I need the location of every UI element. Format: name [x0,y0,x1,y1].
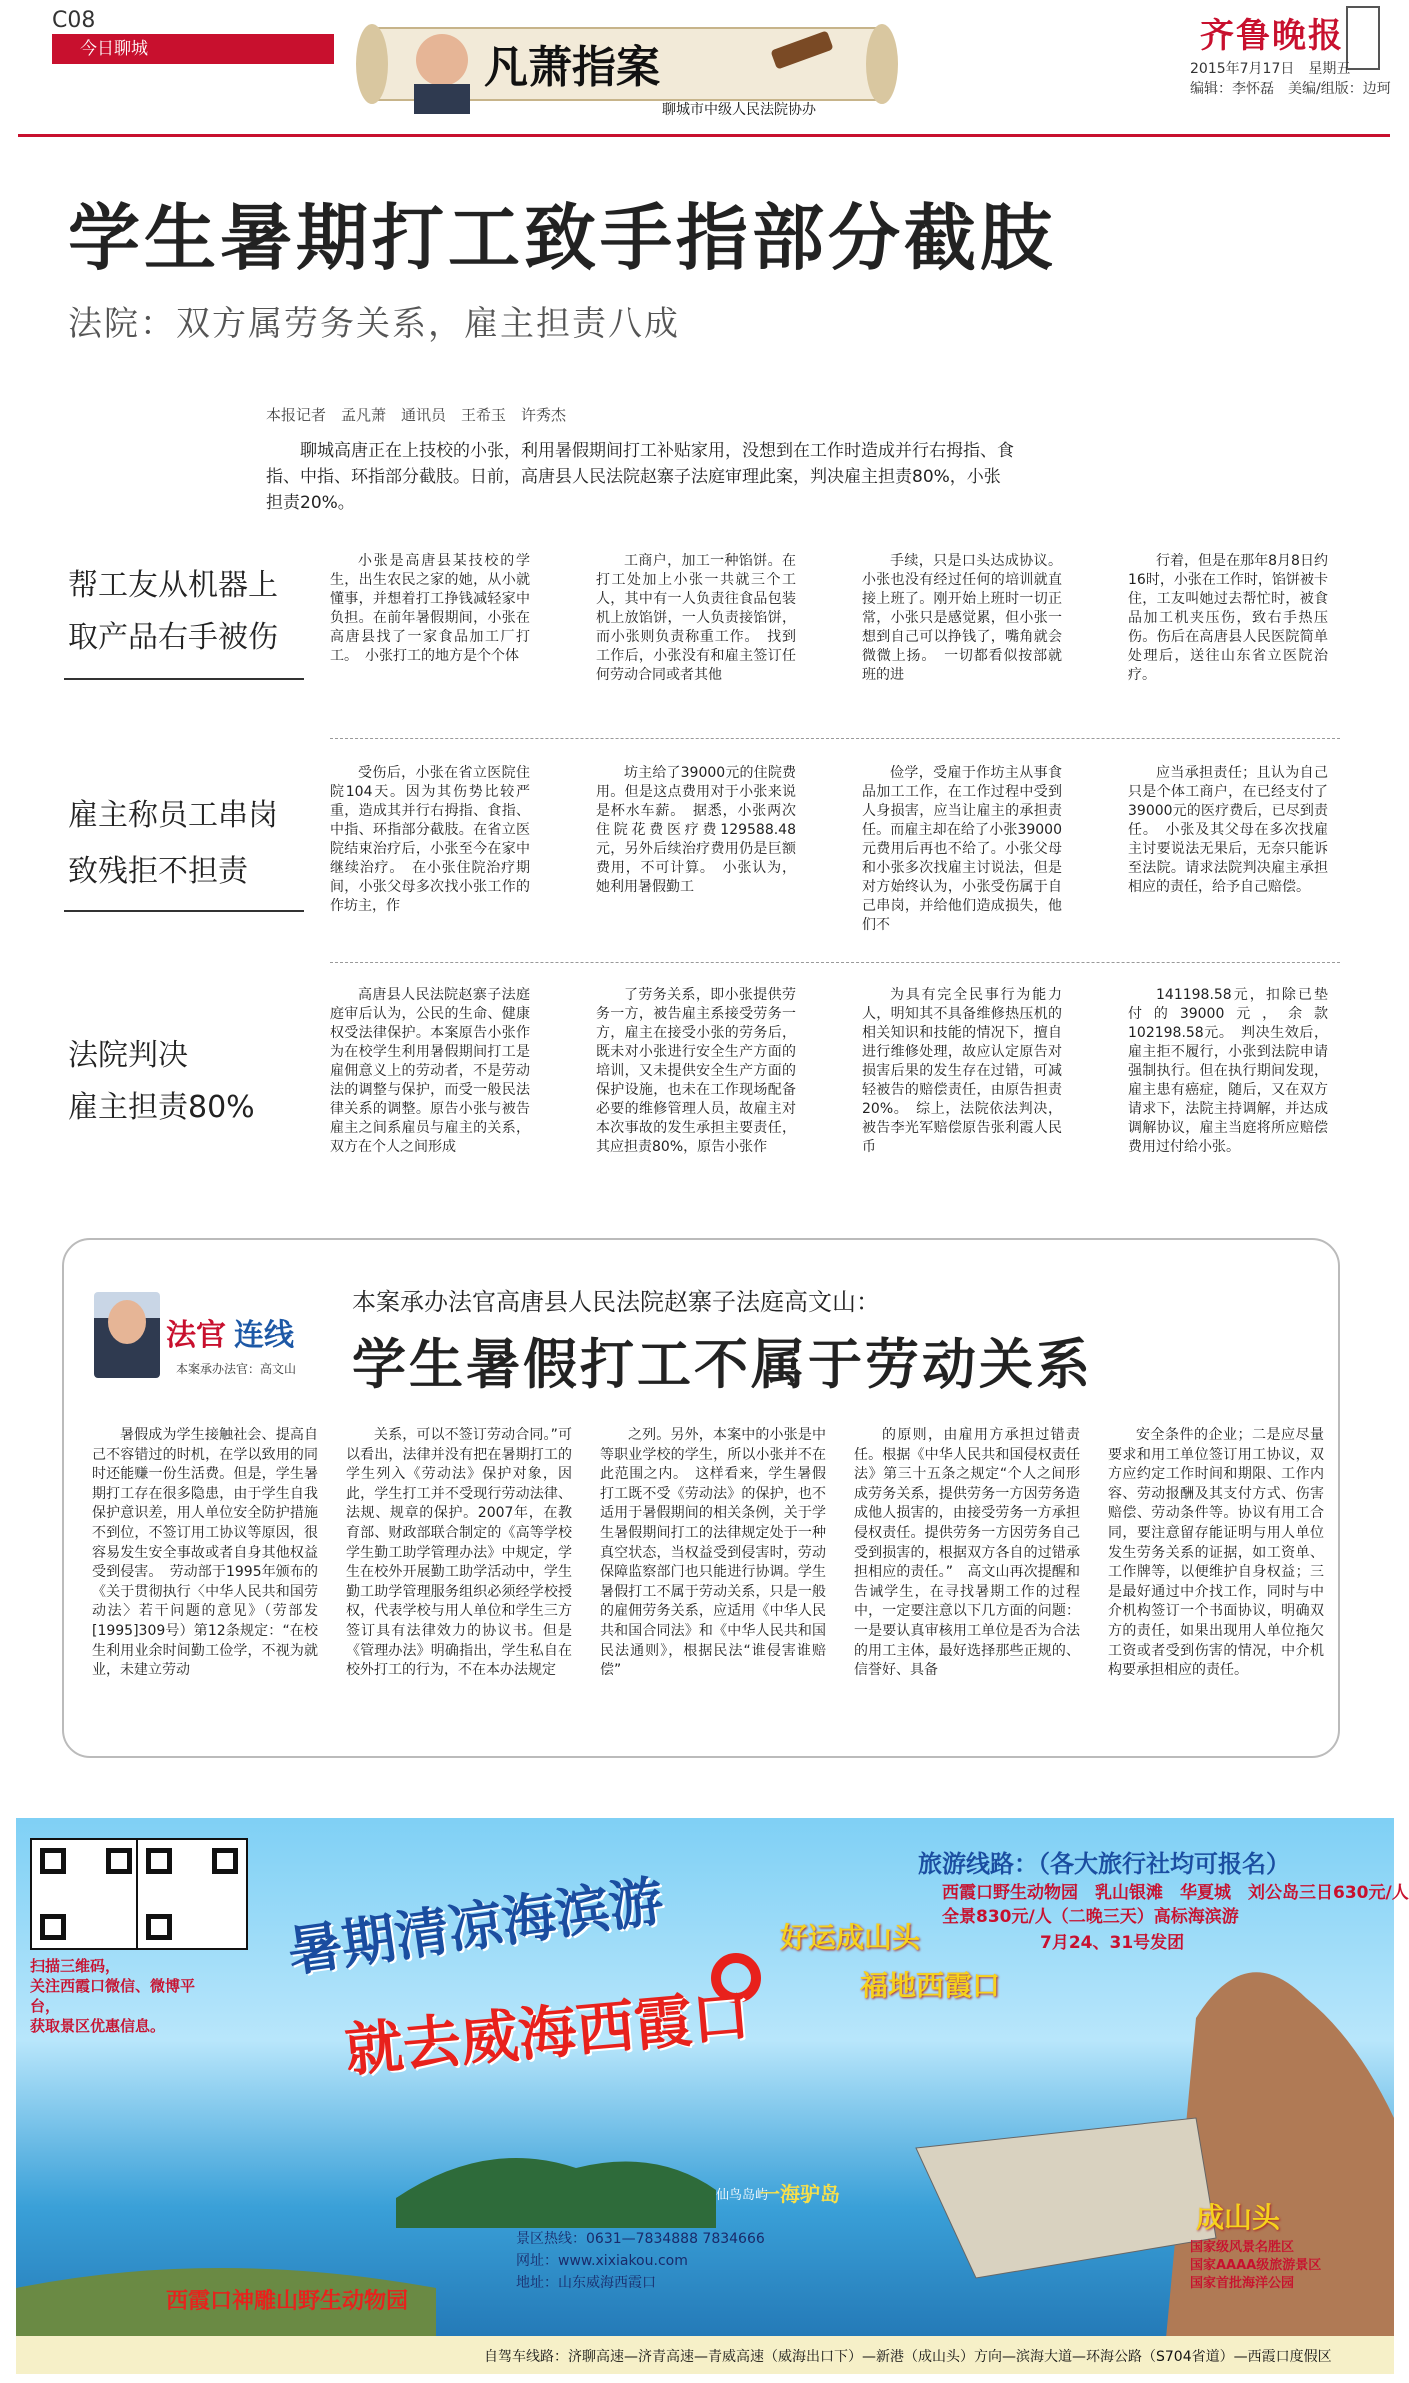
section-1-rule [64,678,304,680]
section-tag: 今日聊城 [52,34,334,64]
chengshan-label: 成山头 [1196,2201,1281,2234]
column-name: 凡萧指案 [484,42,660,93]
column-sub: 聊城市中级人民法院协办 [662,102,816,118]
section-divider [330,738,1340,739]
judge-col-1: 暑假成为学生接触社会、提高自己不容错过的时机，在学以致用的同时还能赚一份生活费。但是，学生暑期打工存在很多隐患，由于学生自我保护意识差，用人单位安全防护措施不到位，不签订用工协议等原因，很容易发生安全事故或者自身其他权益受到侵害。 劳动部于1995年颁布的《关于贯彻执行〈中华人民共和国劳动法〉若干问题的意见》（劳部发[1995]309号）第12条规定：“在校生利用业余时间勤工俭学，不视为就业，未建立劳动 [92,1427,318,1679]
chengshan-tag: 国家首批海洋公园 [1190,2276,1295,2291]
ad-website[interactable]: 网址：www.xixiakou.com [516,2253,688,2269]
section-1-col-3: 手续，只是口头达成协议。小张也没有经过任何的培训就直接上班了。刚开始上班时一切正常，小张只是感觉累，但小张一想到自己可以挣钱了，嘴角就会微微上扬。 一切都看似按部就班的进 [862,553,1062,683]
judge-col-4: 的原则，由雇用方承担过错责任。根据《中华人民共和国侵权责任法》第三十五条之规定“个人之间形成劳务关系，提供劳务一方因劳务造成他人损害的，由接受劳务一方承担侵权责任。提供劳务一方因劳务自己受到损害的，根据双方各自的过错承担相应的责任。” 高文山再次提醒和告诫学生，在寻找暑期工作的过程中，一定要注意以下几方面的问题：一是要认真审核用工单位是否为合法的用工主体，最好选择那些正规的、信誉好、具备 [854,1427,1080,1679]
section-1-col-1: 小张是高唐县某技校的学生，出生农民之家的她，从小就懂事，并想着打工挣钱减轻家中负担。在前年暑假期间，小张在高唐县找了一家食品加工厂打工。 小张打工的地方是个个体 [330,553,530,664]
zoo-name: 西霞口神雕山野生动物园 [166,2289,409,2314]
section-3-col-1: 高唐县人民法院赵寨子法庭庭审后认为，公民的生命、健康权受法律保护。本案原告小张作为在校学生利用暑假期间打工是雇佣意义上的劳动者，不是劳动法的调整与保护，而受一般民法律关系的调整。原告小张与被告雇主之间系雇员与雇主的关系，双方在个人之间形成 [330,987,530,1155]
section-2-col-4: 应当承担责任；且认为自己只是个体工商户，在已经支付了39000元的医疗费后，已尽到责任。 小张及其父母在多次找雇主讨要说法无果后，无奈只能诉至法院。请求法院判决雇主承担相应的责任，给予自己赔偿。 [1128,765,1328,895]
issue-date: 2015年7月17日 星期五 [1190,61,1351,77]
chengshan-tag: 国家AAAA级旅游景区 [1190,2258,1322,2273]
chengshan-tag: 国家级风景名胜区 [1190,2240,1295,2255]
article-subtitle: 法院：双方属劳务关系，雇主担责八成 [68,304,680,344]
qr-code-wechat[interactable] [30,1838,142,1950]
article-title: 学生暑期打工致手指部分截肢 [68,196,1057,280]
ad-hotline: 景区热线：0631—7834888 7834666 [516,2231,765,2247]
header-divider [18,134,1390,137]
island-name: 一海驴岛 [760,2182,840,2206]
section-2-col-2: 坊主给了39000元的住院费用。但是这点费用对于小张来说是杯水车薪。 据悉，小张两次住院花费医疗费129588.48元，另外后续治疗费用仍是巨额费用，不可计算。 小张认为，她利用暑假勤工 [596,765,796,895]
section-1-col-2: 工商户，加工一种馅饼。在打工处加上小张一共就三个工人，其中有一人负责往食品包装机上放馅饼，一人负责接馅饼，而小张则负责称重工作。 找到工作后，小张没有和雇主签订任何劳动合同或者其他 [596,553,796,683]
newspaper-brand: 齐鲁晚报 [1200,16,1344,56]
qr-code-weibo[interactable] [136,1838,248,1950]
route-line: 全景830元/人（二晚三天）高标海滨游 [942,1907,1239,1927]
editor-credits: 编辑：李怀磊 美编/组版：边珂 [1190,81,1391,97]
section-2-col-1: 受伤后，小张在省立医院住院104天。因为其伤势比较严重，造成其并行右拇指、食指、中指、环指部分截肢。在省立医院结束治疗后，小张至今在家中继续治疗。 在小张住院治疗期间，小张父母多次找小张工作的作坊主，作 [330,765,530,914]
section-3-col-3: 为具有完全民事行为能力人，明知其不具备维修热压机的相关知识和技能的情况下，擅自进行维修处理，故应认定原告对损害后果的发生存在过错，可减轻被告的赔偿责任，由原告担责20%。 综上，法院依法判决，被告李光军赔偿原告张利霞人民币 [862,987,1062,1155]
section-3-heading-line1: 法院判决 [68,1038,188,1073]
judge-badge-part-a: 法官 [166,1318,226,1353]
section-3-col-4: 141198.58元，扣除已垫付的39000元，余款102198.58元。 判决生效后，雇主拒不履行，小张到法院申请强制执行。但在执行期间发现，雇主患有癌症，随后，又在双方请求下，法院主持调解，并达成调解协议，雇主当庭将所应赔偿费用过付给小张。 [1128,987,1328,1155]
ad-headline-2: 就去威海西霞口 [342,1981,753,2085]
qr-text-line: 扫描三维码， [30,1957,121,1975]
judge-face-icon [108,1300,146,1344]
judge-avatar-icon [416,34,468,86]
section-divider [330,962,1340,963]
island-shape [396,2158,716,2228]
section-2-rule [64,910,304,912]
column-banner [332,4,922,132]
ad-contact [516,2228,765,2294]
section-1-heading-line2: 取产品右手被伤 [68,620,278,655]
island-caption: 仙鸟岛屿 [716,2188,769,2203]
judge-caption: 本案承办法官：高文山 [176,1362,297,1376]
section-3-col-2: 了劳务关系，即小张提供劳务一方，被告雇主系接受劳务一方，雇主在接受小张的劳务后，既未对小张进行安全生产方面的培训，又未提供安全生产方面的保护设施，也未在工作现场配备必要的维修管理人员，故雇主对本次事故的发生承担主要责任，其应担责80%，原告小张作 [596,987,796,1155]
ad-headline-1: 暑期清凉海滨游 [284,1868,668,1984]
brand-frame [1346,6,1380,70]
route-line: 西霞口野生动物园 乳山银滩 华夏城 刘公岛三日630元/人 [942,1883,1409,1903]
ad-address: 地址：山东威海西霞口 [516,2275,656,2291]
judge-title: 学生暑假打工不属于劳动关系 [352,1333,1093,1396]
route-label: 旅游线路：（各大旅行社均可报名） [918,1850,1290,1878]
route-dates: 7月24、31号发团 [1040,1933,1185,1953]
judge-col-3: 之列。另外，本案中的小张是中等职业学校的学生，所以小张并不在此范围之内。 这样看来，学生暑假打工既不受《劳动法》的保护，也不适用于暑假期间的相关条例，关于学生暑假期间打工的法律规定处于一种真空状态，当权益受到侵害时，劳动保障监察部门也只能进行协调。学生暑假打工不属于劳动关系，只是一般的雇佣劳务关系，应适用《中华人民共和国合同法》和《中华人民共和国民法通则》，根据民法“谁侵害谁赔偿” [600,1427,826,1679]
section-1-col-4: 行着，但是在那年8月8日约16时，小张在工作时，馅饼被卡住，工友叫她过去帮忙时，被食品加工机夹压伤，致右手热压伤。伤后在高唐县人民医院简单处理后，送往山东省立医院治疗。 [1128,553,1328,683]
section-3-heading-line2: 雇主担责80% [68,1090,255,1125]
qr-text-line: 获取景区优惠信息。 [30,2017,166,2035]
qr-text-line: 关注西霞口微信、微博平台， [30,1977,196,2015]
section-2-heading-line1: 雇主称员工串岗 [68,798,278,833]
page-number: C08 [52,8,96,33]
qr-instructions [30,1956,220,2036]
judge-col-2: 关系，可以不签订劳动合同。”可以看出，法律并没有把在暑期打工的学生列入《劳动法》保护对象，因此，学生打工并不受现行劳动法律、法规、规章的保护。2007年，在教育部、财政部联合制定的《高等学校学生勤工助学管理办法》中规定，学生在校外开展勤工助学活动中，学生勤工助学管理服务组织必须经学校授权，代表学校与用人单位和学生三方签订具有法律效力的协议书。但是《管理办法》明确指出，学生私自在校外打工的行为，不在本办法规定 [346,1427,572,1679]
article-lead: 聊城高唐正在上技校的小张，利用暑假期间打工补贴家用，没想到在工作时造成并行右拇指、食指、中指、环指部分截肢。日前，高唐县人民法院赵寨子法庭审理此案，判决雇主担责80%，小张担责20%。 [266,441,1014,513]
driving-route: 自驾车线路：济聊高速—济青高速—青威高速（威海出口下）—新港（成山头）方向—滨海大道—环海公路（S704省道）—西霞口度假区 [484,2349,1332,2365]
ad-slogan: 好运成山头 [780,1921,921,1954]
ad-slogan: 福地西霞口 [860,1969,1001,2002]
section-1-heading-line1: 帮工友从机器上 [68,568,278,603]
section-2-heading-line2: 致残拒不担责 [68,854,248,889]
judge-intro: 本案承办法官高唐县人民法院赵寨子法庭高文山： [352,1288,880,1316]
walkway-shape [916,2118,1216,2278]
judge-badge-part-b: 连线 [234,1318,294,1353]
judge-col-5: 安全条件的企业；二是应尽量要求和用工单位签订用工协议，双方应约定工作时间和期限、工作内容、劳动报酬及其支付方式、伤害赔偿、劳动条件等。协议有用工合同，要注意留存能证明与用人单位发生劳务关系的证据，如工资单、工作牌等，以便维护自身权益；三是最好通过中介找工作，同时与中介机构签订一个书面协议，明确双方的责任，如果出现用人单位拖欠工资或者受到伤害的情况，中介机构要承担相应的责任。 [1108,1427,1324,1679]
section-2-col-3: 俭学，受雇于作坊主从事食品加工工作，在工作过程中受到人身损害，应当让雇主的承担责任。而雇主却在给了小张39000元费用后再也不给了。小张父母和小张多次找雇主讨说法，但是对方始终认为，小张受伤属于自己串岗，并给他们造成损失，他们不 [862,765,1062,933]
article-byline: 本报记者 孟凡萧 通讯员 王希玉 许秀杰 [266,406,567,424]
